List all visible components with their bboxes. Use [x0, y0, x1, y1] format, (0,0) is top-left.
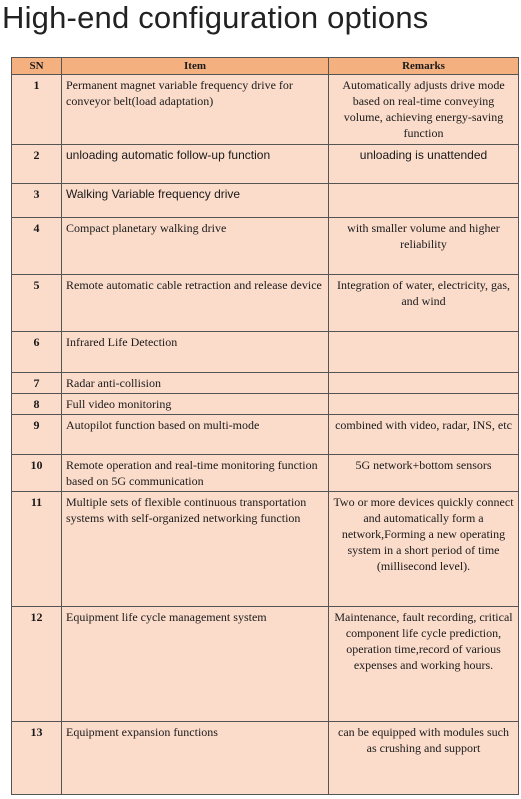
row-sn: 4 [12, 218, 62, 275]
row-item: Multiple sets of flexible continuous transportation systems with self-organized networking function [62, 492, 329, 607]
row-sn: 3 [12, 184, 62, 218]
table-row [12, 332, 519, 373]
row-item: Infrared Life Detection [62, 332, 329, 373]
row-remarks [329, 332, 519, 373]
table-header-row [12, 58, 519, 75]
row-sn: 2 [12, 145, 62, 184]
row-remarks: 5G network+bottom sensors [329, 455, 519, 492]
row-sn: 12 [12, 607, 62, 722]
row-sn: 9 [12, 415, 62, 455]
row-remarks: unloading is unattended [329, 145, 519, 184]
header-item: Item [62, 58, 329, 75]
table-row [12, 722, 519, 795]
row-item: Equipment expansion functions [62, 722, 329, 795]
table-row [12, 218, 519, 275]
row-item: Permanent magnet variable frequency drive for conveyor belt(load adaptation) [62, 75, 329, 145]
row-remarks [329, 184, 519, 218]
row-item: Radar anti-collision [62, 373, 329, 394]
row-item: unloading automatic follow-up function [62, 145, 329, 184]
row-sn: 8 [12, 394, 62, 415]
table-row [12, 455, 519, 492]
header-sn: SN [12, 58, 62, 75]
row-item: Compact planetary walking drive [62, 218, 329, 275]
table-row [12, 394, 519, 415]
row-sn: 1 [12, 75, 62, 145]
configuration-table [11, 57, 519, 795]
row-item: Walking Variable frequency drive [62, 184, 329, 218]
row-remarks: Two or more devices quickly connect and automatically form a network,Forming a new operating system in a short period of time (millisecond level). [329, 492, 519, 607]
row-remarks: can be equipped with modules such as crushing and support [329, 722, 519, 795]
row-item: Full video monitoring [62, 394, 329, 415]
row-item: Remote operation and real-time monitoring function based on 5G communication [62, 455, 329, 492]
row-remarks: Maintenance, fault recording, critical component life cycle prediction, operation time,record of various expenses and working hours. [329, 607, 519, 722]
row-remarks: with smaller volume and higher reliability [329, 218, 519, 275]
header-remarks: Remarks [329, 58, 519, 75]
table-row [12, 275, 519, 332]
page-title: High-end configuration options [2, 0, 429, 35]
row-remarks [329, 394, 519, 415]
table-row [12, 184, 519, 218]
row-item: Remote automatic cable retraction and release device [62, 275, 329, 332]
table-row [12, 75, 519, 145]
table-row [12, 492, 519, 607]
table-row [12, 415, 519, 455]
row-remarks: combined with video, radar, INS, etc [329, 415, 519, 455]
table-row [12, 373, 519, 394]
table-row [12, 607, 519, 722]
row-remarks: Automatically adjusts drive mode based on real-time conveying volume, achieving energy-saving function [329, 75, 519, 145]
table-row [12, 145, 519, 184]
row-sn: 13 [12, 722, 62, 795]
row-item: Autopilot function based on multi-mode [62, 415, 329, 455]
row-sn: 11 [12, 492, 62, 607]
row-sn: 5 [12, 275, 62, 332]
row-remarks [329, 373, 519, 394]
row-item: Equipment life cycle management system [62, 607, 329, 722]
row-remarks: Integration of water, electricity, gas, and wind [329, 275, 519, 332]
row-sn: 10 [12, 455, 62, 492]
row-sn: 7 [12, 373, 62, 394]
row-sn: 6 [12, 332, 62, 373]
